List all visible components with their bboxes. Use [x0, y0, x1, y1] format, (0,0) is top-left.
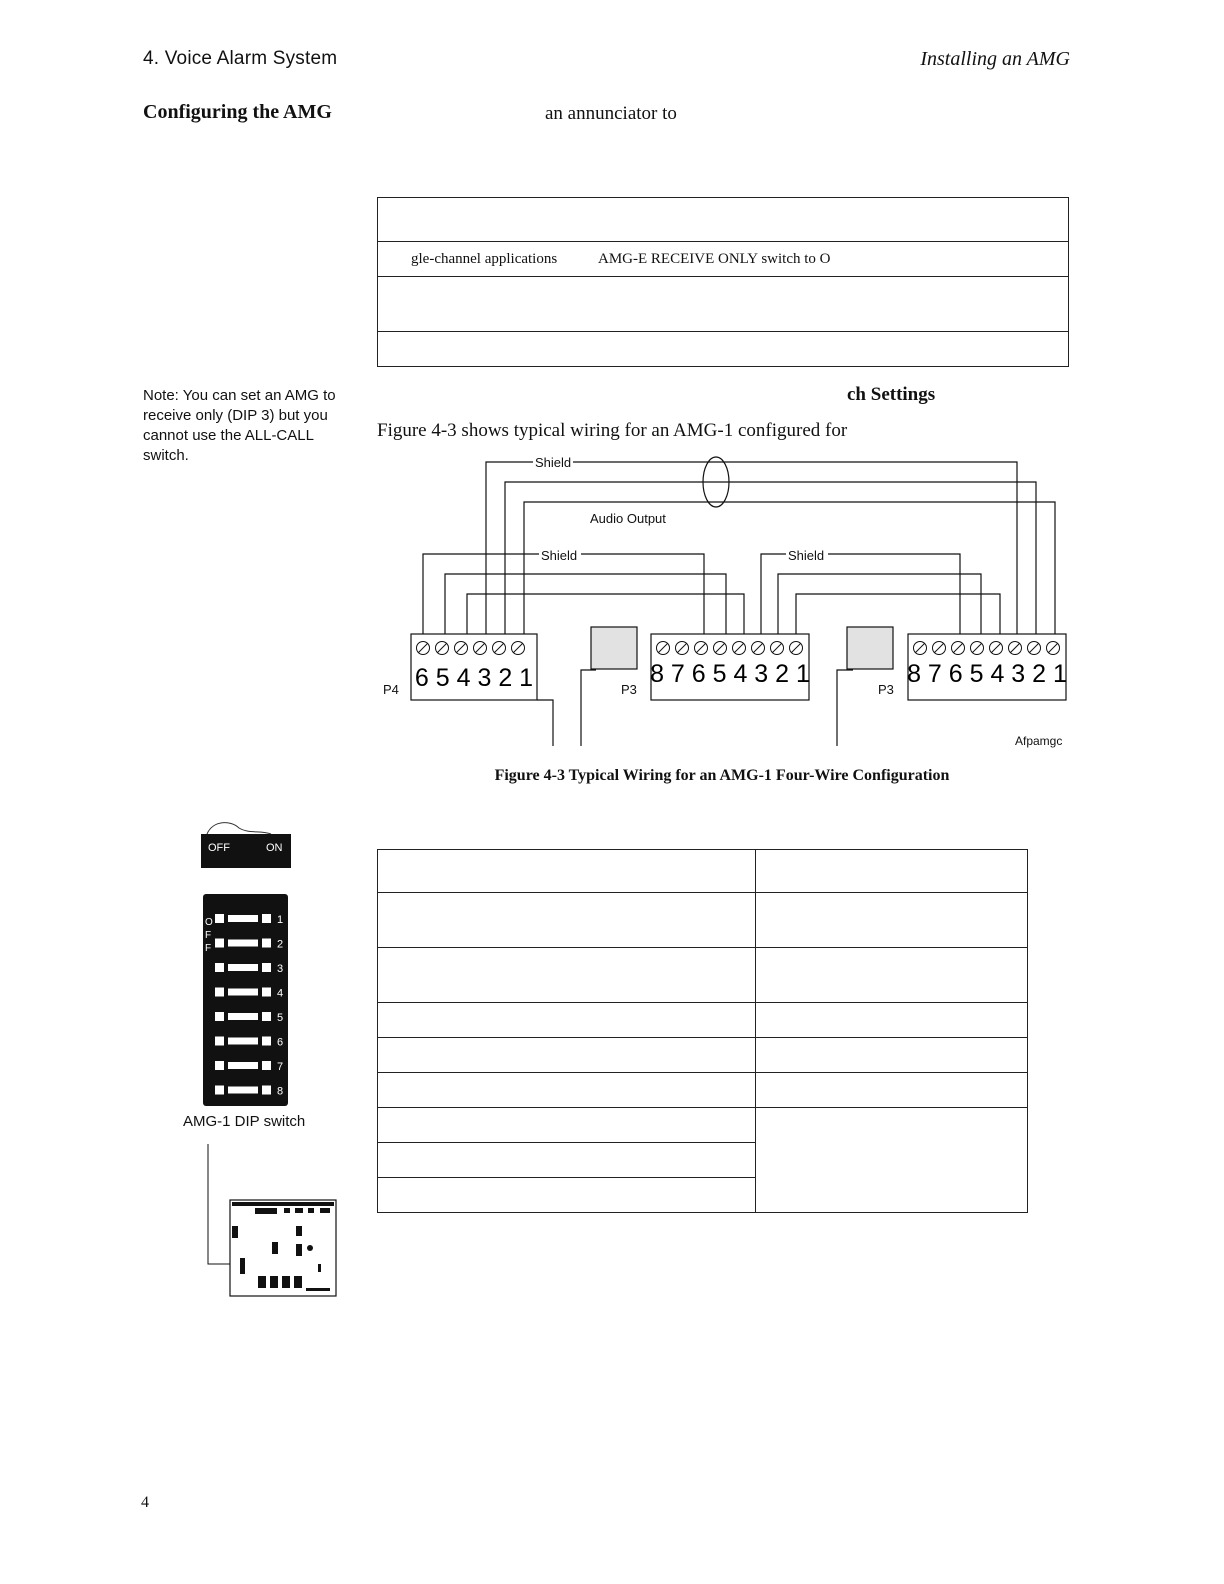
margin-note: Note: You can set an AMG to receive only (DIP 3) but you cannot use the ALL-CALL switch.: [143, 387, 336, 464]
side-letter: O: [205, 917, 213, 928]
dip-switch-body: [203, 894, 288, 1106]
table-cell: [756, 1003, 1028, 1038]
table-cell: [756, 893, 1028, 948]
table-cell: [378, 948, 756, 1003]
switch-slot: [228, 940, 258, 947]
section-title: Configuring the AMG: [143, 101, 332, 123]
settings-table: [377, 197, 1069, 367]
on-label: ON: [266, 842, 283, 854]
table-cell: [378, 1003, 756, 1038]
switch-slot: [228, 1062, 258, 1069]
table-row: [378, 850, 1028, 893]
wiring-diagram: [377, 452, 1077, 752]
switch-number: 6: [277, 1036, 284, 1049]
dip-switch-illustration: [195, 820, 305, 1112]
running-header-section: Installing an AMG: [920, 48, 1070, 70]
circuit-board-illustration: [200, 1140, 340, 1300]
table-row: [378, 1073, 1028, 1108]
switch-number: 8: [277, 1085, 284, 1098]
page-number: 4: [141, 1494, 149, 1511]
table-row: [378, 277, 1069, 332]
label-p4: P4: [383, 682, 399, 697]
table-cell-text: AMG-E RECEIVE ONLY switch to O: [598, 250, 831, 267]
table-row: [378, 1003, 1028, 1038]
table-cell: [378, 893, 756, 948]
switch-knob: [215, 939, 224, 948]
side-letter: F: [205, 943, 212, 954]
subsection-heading-fragment: ch Settings: [847, 384, 936, 405]
table-cell: [378, 1038, 756, 1073]
switch-number: 5: [277, 1012, 284, 1024]
switch-slot: [228, 915, 258, 922]
label-p3: P3: [621, 682, 637, 697]
table-cell: [756, 1038, 1028, 1073]
switch-knob: [215, 963, 224, 972]
wire: [796, 594, 1000, 634]
switch-knob: [262, 939, 271, 948]
label-shield: Shield: [788, 548, 825, 563]
switch-knob: [215, 1037, 224, 1046]
table-cell: [378, 1143, 756, 1178]
switch-knob: [262, 963, 271, 972]
switch-knob: [262, 1061, 271, 1070]
table-cell: [756, 1073, 1028, 1108]
wire: [505, 482, 1036, 634]
switch-knob: [215, 1086, 224, 1095]
wire: [445, 574, 726, 634]
table-cell: [756, 850, 1028, 893]
running-header-chapter: 4. Voice Alarm System: [143, 48, 338, 69]
switch-knob: [215, 1012, 224, 1021]
table-row: [378, 1108, 1028, 1143]
label-audio-output: Audio Output: [590, 511, 666, 526]
switch-knob: [262, 1086, 271, 1095]
switch-slot: [228, 1038, 258, 1045]
off-label: OFF: [208, 842, 230, 854]
table-cell: [756, 948, 1028, 1003]
switch-knob: [262, 914, 271, 923]
switch-slot: [228, 1087, 258, 1094]
table-row: [378, 1038, 1028, 1073]
switch-knob: [215, 914, 224, 923]
intro-text-fragment: an annunciator to: [545, 103, 677, 124]
table-cell-merged: [756, 1108, 1028, 1213]
figure-caption: Figure 4-3 Typical Wiring for an AMG-1 Four-Wire Configuration: [494, 767, 950, 784]
switch-knob: [215, 1061, 224, 1070]
wire: [537, 700, 553, 746]
wire: [581, 670, 596, 746]
switch-number: 1: [277, 914, 284, 926]
figure-intro-text: Figure 4-3 shows typical wiring for an AMG-1 configured for: [377, 420, 848, 441]
label-shield: Shield: [535, 455, 572, 470]
switch-number: 3: [277, 963, 284, 975]
switch-knob: [262, 1012, 271, 1021]
switch-number: 2: [277, 938, 284, 951]
table-row: [378, 332, 1069, 367]
switch-knob: [262, 988, 271, 997]
terminal-numbers: 6 5 4 3 2 1: [414, 664, 534, 692]
terminal-numbers: 8 7 6 5 4 3 2 1: [907, 660, 1067, 688]
table-row: [378, 198, 1069, 242]
dip-settings-table: [377, 849, 1028, 1213]
switch-slot: [228, 1013, 258, 1020]
table-cell: [378, 198, 1069, 242]
table-row: [378, 948, 1028, 1003]
switch-knob: [215, 988, 224, 997]
label-p3: P3: [878, 682, 894, 697]
switch-number: 7: [277, 1061, 284, 1073]
switch-number: 4: [277, 987, 284, 1000]
table-cell: [378, 1108, 756, 1143]
table-cell: [378, 242, 1069, 277]
dip-switch-caption: AMG-1 DIP switch: [183, 1113, 306, 1130]
switch-knob: [262, 1037, 271, 1046]
table-cell-text: gle-channel applications: [411, 250, 558, 267]
table-cell: [378, 850, 756, 893]
table-cell: [378, 1073, 756, 1108]
table-row: [378, 242, 1069, 277]
terminal-numbers: 8 7 6 5 4 3 2 1: [650, 660, 810, 688]
table-cell: [378, 1178, 756, 1213]
switch-slot: [228, 989, 258, 996]
connector-housing: [847, 627, 893, 669]
side-letter: F: [205, 930, 212, 941]
switch-slot: [228, 964, 258, 971]
label-shield: Shield: [541, 548, 578, 563]
wire: [837, 670, 853, 746]
table-row: [378, 893, 1028, 948]
table-cell: [378, 277, 1069, 332]
connector-housing: [591, 627, 637, 669]
wire: [778, 574, 981, 634]
drawing-id: Afpamgc: [1015, 734, 1063, 748]
table-cell: [378, 332, 1069, 367]
